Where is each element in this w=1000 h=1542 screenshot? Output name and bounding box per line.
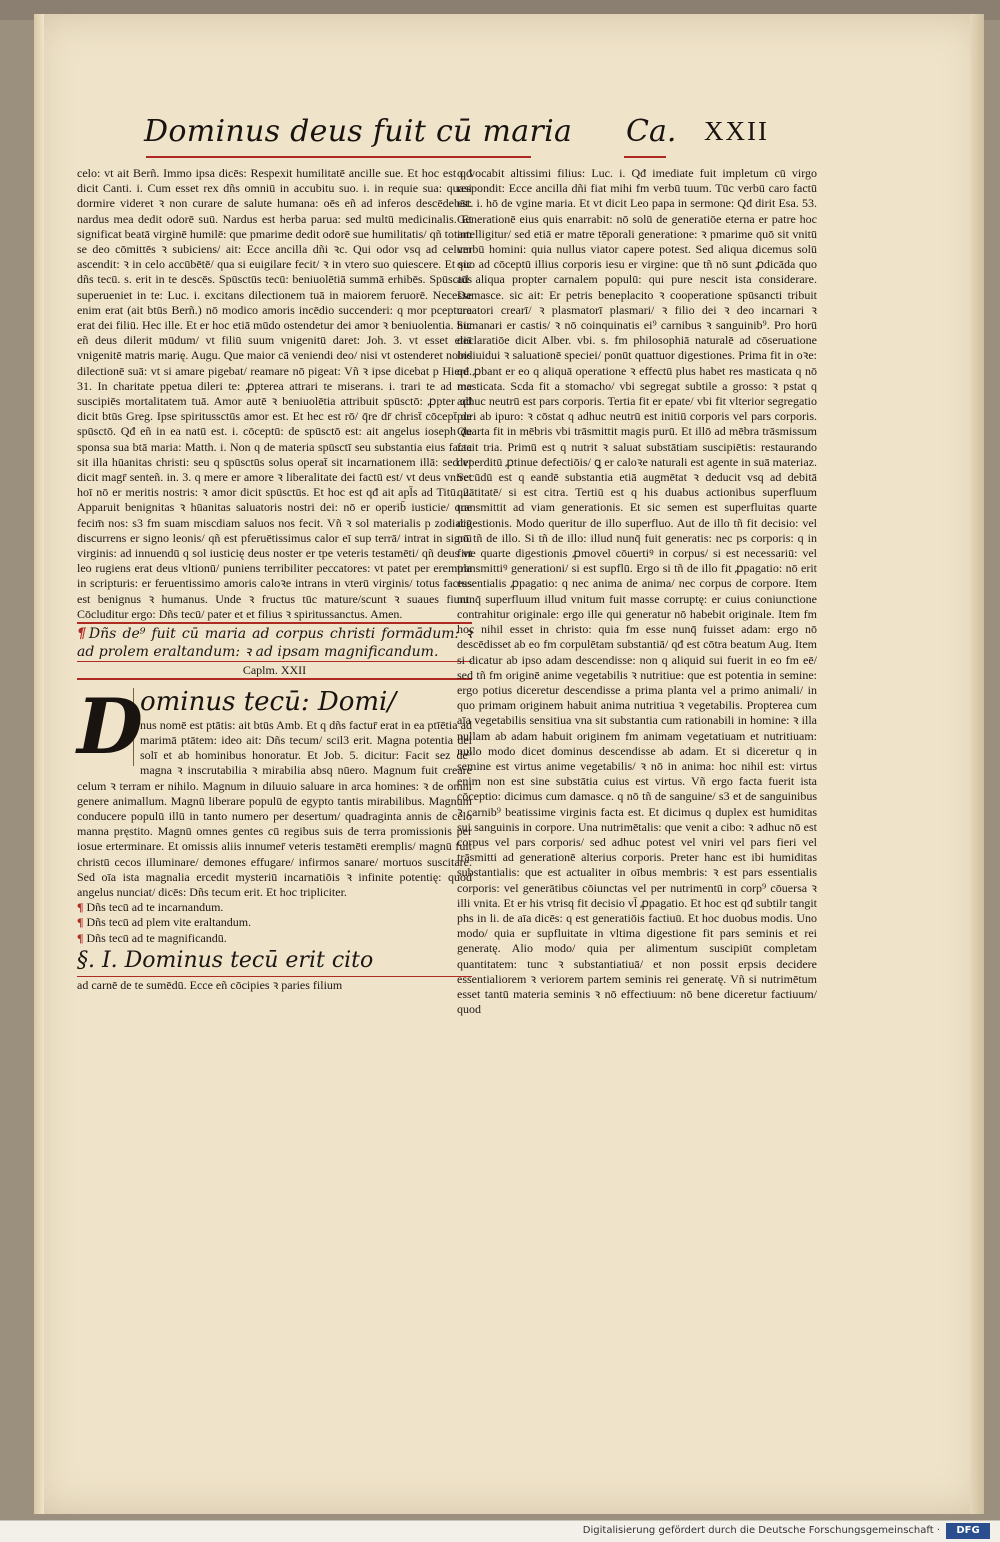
rubric-underline [77,622,472,624]
left-paragraph-2: nus nomē est ptātis: ait btūs Amb. Et q dñs factur̄ erat in ea ptīētia ad marimā ptātem: ideo ait: Dñs tecum/ scil3 erit. Magna potentia dei solī et ab hominibus honoratur. Et Job. 5. dicitur: Facit sez de⁹ magna ꝛ inscrutabilia ꝛ mirabilia absq nūero. Magnum fuit creare celum ꝛ terram er nihilo. Magnum in diluuio saluare in arca homines: ꝛ de omni genere animallum. Magnū liberare populū de egypto tantis mirabilibus. Magnum conducere populū illū in tanto numero per desertum/ quadraginta annis de celo manna pręstito. Magnū omnes gentes cū regibus suis de terra promissionis per iosue erterminare. Et omissis aliis innumer̄ veteris testamēti eremplis/ magnū fuit christū cecos illuminare/ demones effugare/ infirmos sanare/ mortuos suscitare. Sed oīa ista magnalia ercedit mysteriū incarnatiōis ꝛ infinite potentię: quod angelus nunciat/ dicēs: Dñs tecum erit. Et hoc tripliciter. [77,717,472,900]
dfg-logo: DFG [946,1523,990,1539]
right-paragraph-1: q vocabit altissimi filius: Luc. i. Qđ imediate fuit impletum cū virgo respondit: Ecce ancilla dñi fiat mihi fm verbū tuum. Tūc verbū caro factū est. i. hō de vgine maria. Et vt dicit Leo papa in sermone: Qđ dirit Esa. 53. Generationē eius quis enarrabit: nō solū de generatiōe eterna er patre hoc intelligitur/ sed etiā er matre tēporali generatione: ꝛ pmarime quō sit vnitū verbū homini: quia nullus viator capere potest. Sed aliqua dicemus solū quo ad cōceptū illius corporis iesu er virgine: que tñ nō sunt ꝓdicāda quo ad aliqua propter carnalem populū: qui pure nescit ista considerare. Damasce. sic ait: Er petris beneplacito ꝛ cooperatione spūsancti tribuit creatori crearī/ ꝛ plasmatorī plasmari/ ꝛ filio dei ꝛ deo incarnari ꝛ humanari er castis/ ꝛ nō coinquinatis ei⁹ carnibus ꝛ sanguinib⁹. Pro horū declaratiōe dicit Alber. vbi. s. fm philosophiā naturalē ad cōseruatione indiuidui ꝛ saluationē speciei/ ponūt quattuor digestiones. Prima fit in oꝛe: qđ ꝓbant er eo q aliquā operatione ꝛ effectū plus habet res masticata q nō masticata. Scda fit a stomacho/ vbi segregat subtile a grosso: ꝛ pstat q adhuc neutrū est pars corporis. Tertia fit er epate/ vbi fit vlterior segregatio puri ab ipuro: ꝛ cōstat q adhuc neutrū est initiū corporis vel pars corporis. Quarta fit in mēbris vbi trāsmittit magis purū. Et illō ad mēbra trāsmissum facit tria. Primū est q nutrit ꝛ saluat substātiam suscipiētis: restaurando deperditū ꝓtinue defectiōis/ ꝗ er caloꝛe naturali est agente in suā materiaz. Secūdū est q eandē substantia etiā augmētat ꝛ deducit vsq ad debitā quātitatē/ si est citra. Tertiū est q his duabus actionibus superfluum transmittit ad viam generationis. Et sic semen est superfluitas quarte digestionis. Modo queritur de illo superfluo. Aut de illo tñ fit decisio: vel nō tñ de illo. Si tñ de illo: illud nunq̄ fuit generatis: nec ps corporis: q in fine quarte digestionis ꝓmovel cōuertiꝰ in corpus/ si est necessariū: vel transmittiꝰ generationi/ si est supflū. Ergo si tñ de illo fit ꝓpagatio: nō erit essentialis ꝓpagatio: q nec anima de anima/ nec corpus de corpore. Item nunq̄ superfluum illud vnitum fuit masse corruptę: er cuius coniunctione contrahitur originale: ergo ille qui generatur nō habebit originale. Item fm hoc nihil esset in christo: quia fm esse nunq̄ fuisset adam: ergo nō descēdisset ab eo fm corpulētam substantiā/ qđ est cōtra beatum Aug. Item si dicatur ab ipso adam descendisse: non q aliquid sui fuerit in eo fm eē/ sed tñ fm originē anime vegetabilis ꝛ nutritiue: que est potentia in semine: ergo potius diceretur descendisse a prima planta vel a primo animali/ in quo primam originem habuit anima nutritiua ꝛ vegetabilis. Propterea cum aīa vegetabilis sensitiua vna sit substantia cum rationabili in homine: ꝛ illa nullam ab adam habuit originem fm animam vegetatiuam et nutritiuam: nullo modo dicet dominus descendisse ab adam. Et si diceretur q in semine est virtus anime vegetabilis/ ꝛ nō in anima: hoc nihil est: virtus enim non est sine substātia cuius est virtus. Vñ ergo facta fuerit ista cōceptio: dicimus cum damasce. q nō tñ de sanguine/ s3 et de sanguinibus ꝛ carnib⁹ beatissime virginis facta est. Et dicimus q duplex est humiditas sui sanguinis in corpore. Una nutrimētalis: que venit a cibo: ꝛ adhuc nō est corpus vel pars corporis/ sed adhuc potest vel vniri vel pars fieri vel trāsmitti ad generationē alterius corporis. Preter hanc est ibi humiditas substantialis: que est actualiter in oībus membris: ꝛ est pars essentialis corporis: vel generātibus cōiunctas vel per nutrimentū in corp⁹ cōuersa ꝛ illi vnita. Et er his vtrisq fit decisio vl̄ ꝓpagatio. Et hoc est qđ subtilr tangit phs in li. de aīa dicēs: q est generatiōis factiuū. Et hoc duobus modis. Uno modo/ quia er supfluitate in vltima digestione fit pars seminis et rei generatę. Alio modo/ quia per alimentum suscipiūt completam quantitatem: tunc ꝛ substantiatiuā/ et non possit erpsis decidere essentialiorem ꝛ veriorem partem seminis rei generatę. Vñ si nutrimētum esset tantū materia seminis ꝛ nō effectiuum: nō bene diceretur factiuum/ quod [457,166,817,1017]
left-closing-line: ad carnē de te sumēdū. Ecce eñ cōcipies ꝛ paries filium [77,978,343,993]
page-fore-edge [970,14,984,1514]
initial-block [77,681,472,900]
decorated-initial: D [77,681,143,771]
lead-words: ominus tecū: Domi/ [140,686,397,717]
paragraph-mark-icon: ¶ [77,900,84,915]
rubric-text: Dñs tecū ad te incarnandum. [86,900,224,915]
section-heading-text: Dñs de⁹ fuit cū maria ad corpus christi formādum: ꝛ ad prolem eraltandum: ꝛ ad ipsam magnificandum. [77,625,472,660]
section-heading [77,625,472,661]
rubric-line-1 [77,900,472,915]
running-title-rule [146,156,531,158]
page-gutter [34,14,44,1514]
rubric-line-2 [77,915,472,930]
running-header [144,114,804,158]
rubric-line-3 [77,931,472,946]
chapter-label: Ca. [626,114,677,149]
left-column [77,166,472,994]
footer-bar [0,1520,1000,1542]
chapter-label-rule [624,156,666,158]
paragraph-mark-icon: ¶ [77,915,84,930]
chapter-number: XXII [704,116,769,146]
running-title: Dominus deus fuit cū maria [144,114,573,149]
footer-credit: Digitalisierung gefördert durch die Deutsche Forschungsgemeinschaft · [582,1525,940,1536]
paragraph-mark-icon: ¶ [77,930,84,945]
right-column [457,166,817,1017]
chapter-inline-label: Caplm. XXII [242,663,307,678]
rubric-underline [77,976,472,978]
paragraph-mark-icon: ¶ [77,625,86,642]
sub-rubric-heading: §. I. Dominus tecū erit cito [77,947,374,973]
rubric-underline [77,678,472,680]
left-paragraph-1: celo: vt ait Berñ. Immo ipsa dicēs: Respexit humilitatē ancille sue. Et hoc est qđ dicit Canti. i. Cum esset rex dñs omniū in accubitu suo. i. in requie sua: quasi dormire videret ꝛ non curare de salute humana: oēs eñ ad inferos descēdebāt: nardus mea dedit odorē suū. Nardus est herba parua: sed multū medicinalis. Et significat beatā virginē humilē: que pmarime dedit odorē sue humilitatis/ qñ totam se deo cōmittēs ꝛ subiciens/ ait: Ecce ancilla dñi ꝛc. Qui odor vsq ad celum ascendit: ꝛ in celo accūbētē/ qua si euigilare fecit/ ꝛ in vtero suo quiescere. Et sic dñs tecū. s. erit in te descēs. Spūsctūs tecū: beniuolētiā summā erhibēs. Spūsctūs superueniet in te: Luc. i. excitans dilectionem tuā in maiorem feruorē. Necesse enim erat (ait btūs Berñ.) nō modico amoris incēdio succenderi: q mor pceptura erat dei filiū. Hec ille. Et er hoc etiā mūdo ostendetur dei amor ꝛ beniuolentia. Sic eñ deus dilerit mūdum/ vt filiū suum vnigenitū daret: Joh. 3. vt esset etiā vnigenitē matris marię. Augu. Que maior cā veniendi deo/ nisi vt ostenderet nobis dilectionē suā: vt si amare pigebat/ reamare nō pigeat: Vñ ꝛ ipse dicebat p Hiere. 31. In charitate ppetua dileri te: ꝓpterea attrari te miserans. i. trari te ad me suscipiēs mortalitatem tuā. Amor autē ꝛ beniuolētia attribuit spūsctō: ꝓpter qđ dicit btūs Greg. Ipse spiritussctūs amor est. Et hec est rō/ q̄re dr̄ christ̄ cōcept̄ de spūsctō. Qđ eñ in ea natū est. i. cōceptū: de spūsctō est: ait angelus ioseph de sponsa sua btā maria: Matth. i. Non q de materia spūsctī seu substantia eius facta sit illa hūanitas christi: seu q spūsctūs solus operat̄ sit incarnationem illā: sed vt dicit magr̄ senteñ. in. 3. q mere er amore ꝛ liberalitate dei factū est/ vt deus vniret hoī nō er meritis nostris: ꝛ amor dicit spūsctūs. Et hoc est qđ ait apl̄s ad Titū. 2. Apparuit benignitas ꝛ hūanitas saluatoris nostri dei: nō er operib̄ iusticie/ que fecim̄ nos: s3 fm suam miscdiam saluos nos fecit. Vñ ꝛ sol materialis p zodiacū discurrens er signo leonis/ qñ est pferuētissimus calor eī sup terrā/ intrat in signū virginis: ad innuendū q sol iusticię deus noster er tpe veteris testamēti/ qñ deus vt leo rugiens erat deus vltionū/ puniens terribiliter peccatores: vt patet per erempla in scripturis: er feruentissimo amoris caloꝛe intrans in vterū virginis/ totus factus est benignus ꝛ humanus. Unde ꝛ fructus tūc mature/scunt ꝛ suaues fiunt. Cōcluditur ergo: Dñs tecū/ pater et et filius ꝛ spiritussanctus. Amen. [77,166,472,621]
book-page [34,14,984,1514]
rubric-underline [77,661,472,663]
rubric-text: Dñs tecū ad te magnificandū. [86,930,227,945]
rubric-text: Dñs tecū ad plem vite eraltandum. [86,915,252,930]
